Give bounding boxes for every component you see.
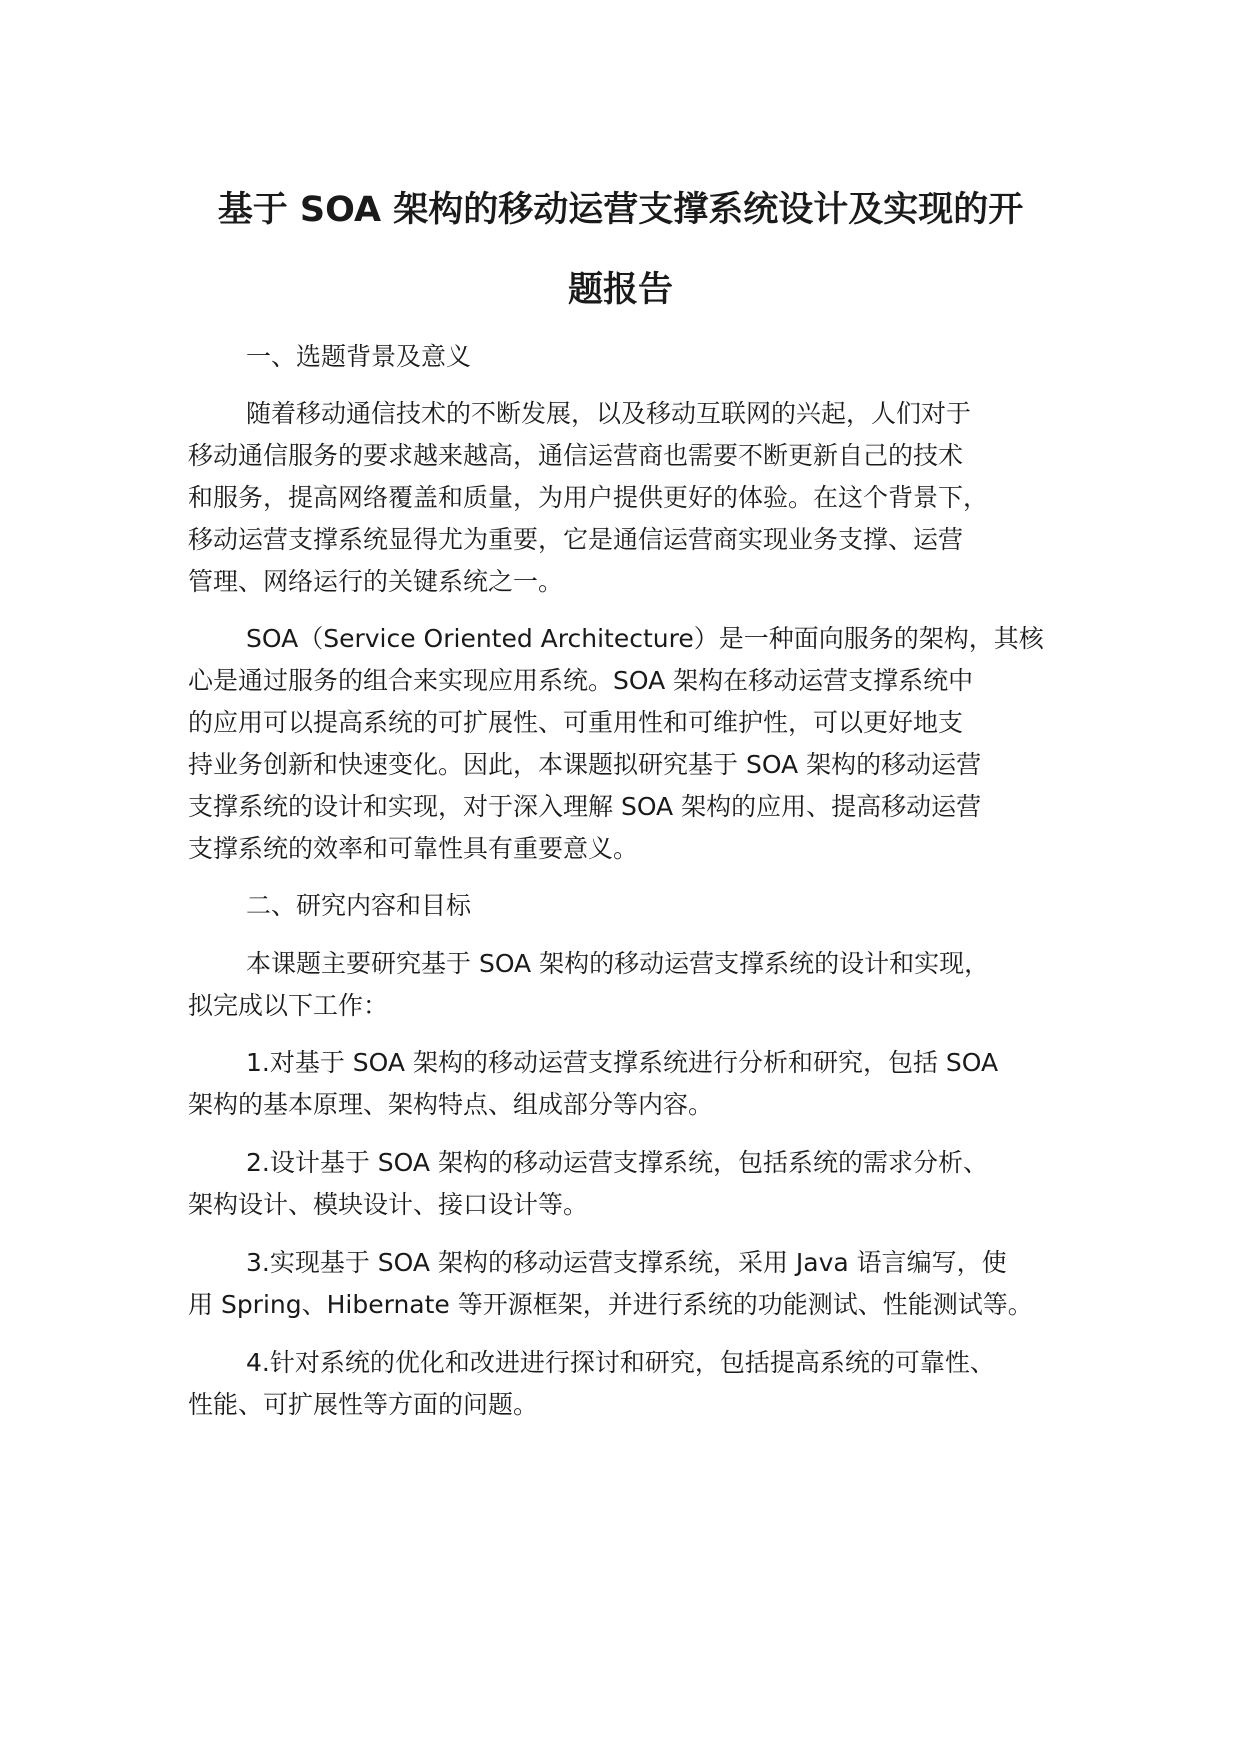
paragraph-line: 和服务，提高网络覆盖和质量，为用户提供更好的体验。在这个背景下， [188,483,989,512]
document-title-line-2: 题报告 [567,270,673,310]
list-item-line: 1.对基于 SOA 架构的移动运营支撑系统进行分析和研究，包括 SOA [246,1048,999,1077]
paragraph-line: 拟完成以下工作： [188,991,389,1020]
list-item-line: 3.实现基于 SOA 架构的移动运营支撑系统，采用 Java 语言编写，使 [246,1248,1007,1277]
paragraph-line: 本课题主要研究基于 SOA 架构的移动运营支撑系统的设计和实现， [246,949,990,978]
paragraph-line: SOA（Service Oriented Architecture）是一种面向服务的架构，其核 [246,624,1044,653]
paragraph-line: 支撑系统的设计和实现，对于深入理解 SOA 架构的应用、提高移动运营 [188,792,982,821]
list-item-line: 性能、可扩展性等方面的问题。 [188,1390,539,1419]
list-item-line: 用 Spring、Hibernate 等开源框架，并进行系统的功能测试、性能测试等。 [188,1290,1033,1319]
list-item-line: 2.设计基于 SOA 架构的移动运营支撑系统，包括系统的需求分析、 [246,1148,988,1177]
section-heading-2: 二、研究内容和目标 [246,891,472,920]
paragraph-line: 管理、网络运行的关键系统之一。 [188,567,564,596]
section-heading-1: 一、选题背景及意义 [246,342,472,371]
list-item-line: 4.针对系统的优化和改进进行探讨和研究，包括提高系统的可靠性、 [246,1348,995,1377]
paragraph-line: 随着移动通信技术的不断发展，以及移动互联网的兴起，人们对于 [246,399,972,428]
paragraph-line: 持业务创新和快速变化。因此，本课题拟研究基于 SOA 架构的移动运营 [188,750,982,779]
paragraph-line: 的应用可以提高系统的可扩展性、可重用性和可维护性，可以更好地支 [188,708,964,737]
paragraph-line: 心是通过服务的组合来实现应用系统。SOA 架构在移动运营支撑系统中 [188,666,974,695]
document-title-line-1: 基于 SOA 架构的移动运营支撑系统设计及实现的开 [217,190,1024,230]
list-item-line: 架构设计、模块设计、接口设计等。 [188,1190,589,1219]
paragraph-line: 移动通信服务的要求越来越高，通信运营商也需要不断更新自己的技术 [188,441,964,470]
list-item-line: 架构的基本原理、架构特点、组成部分等内容。 [188,1090,714,1119]
paragraph-line: 移动运营支撑系统显得尤为重要，它是通信运营商实现业务支撑、运营 [188,525,964,554]
paragraph-line: 支撑系统的效率和可靠性具有重要意义。 [188,834,639,863]
